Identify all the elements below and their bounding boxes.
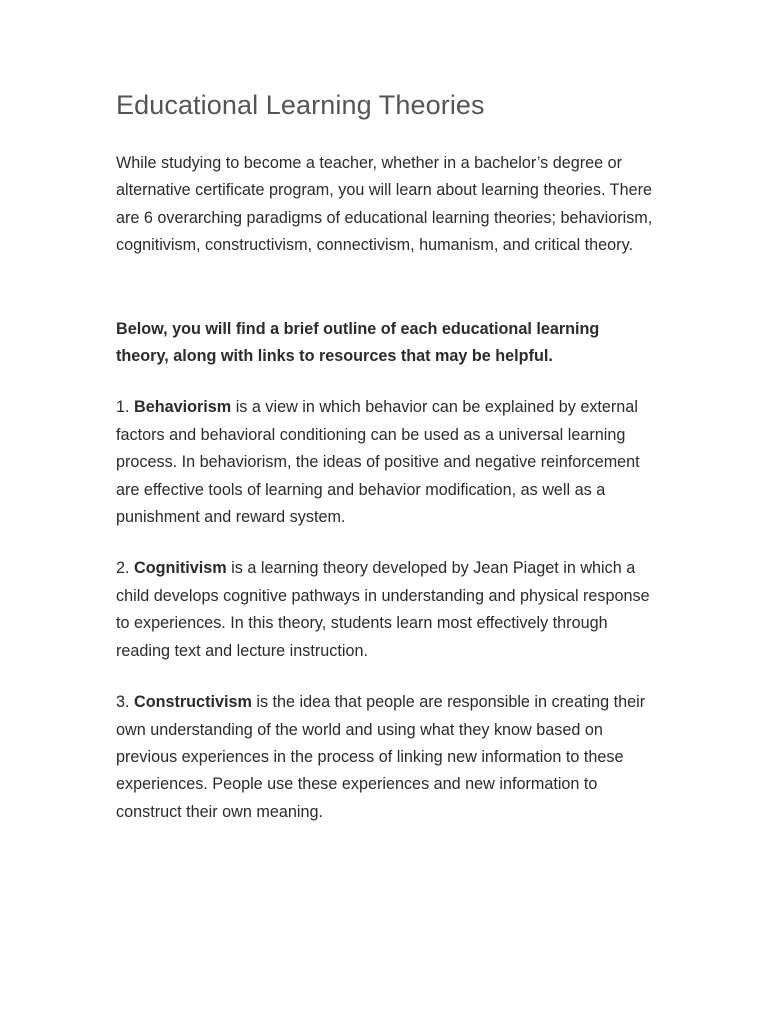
theory-description: is a learning theory developed by Jean Piaget in which a child develops cognitive pathways in understanding and physical response to experiences. In this theory, students learn most effectively through reading text and lecture instruction.	[116, 559, 650, 660]
theory-item-cognitivism	[116, 555, 656, 665]
theory-term: Behaviorism	[134, 398, 232, 417]
document-page	[116, 86, 656, 850]
theory-description: is a view in which behavior can be explained by external factors and behavioral conditioning can be used as a universal learning process. In behaviorism, the ideas of positive and negative reinforcement are effective tools of learning and behavior modification, as well as a punishment and reward system.	[116, 398, 640, 527]
theory-number: 2.	[116, 559, 130, 578]
theory-term: Constructivism	[134, 693, 252, 712]
theory-item-behaviorism	[116, 394, 656, 531]
intro-paragraph: While studying to become a teacher, whether in a bachelor’s degree or alternative certificate program, you will learn about learning theories. There are 6 overarching paradigms of educational learning theories; behaviorism, cognitivism, constructivism, connectivism, humanism, and critical theory.	[116, 154, 653, 255]
theory-item-constructivism	[116, 689, 656, 826]
outline-paragraph: Below, you will find a brief outline of each educational learning theory, along with links to resources that may be helpful.	[116, 319, 600, 366]
theory-description: is the idea that people are responsible in creating their own understanding of the world and using what they know based on previous experiences in the process of linking new information to these experiences. People use these experiences and new information to construct their own meaning.	[116, 693, 646, 821]
theory-term: Cognitivism	[134, 559, 227, 578]
theory-number: 1.	[116, 398, 130, 417]
page-title: Educational Learning Theories	[116, 90, 485, 120]
theory-number: 3.	[116, 693, 130, 712]
